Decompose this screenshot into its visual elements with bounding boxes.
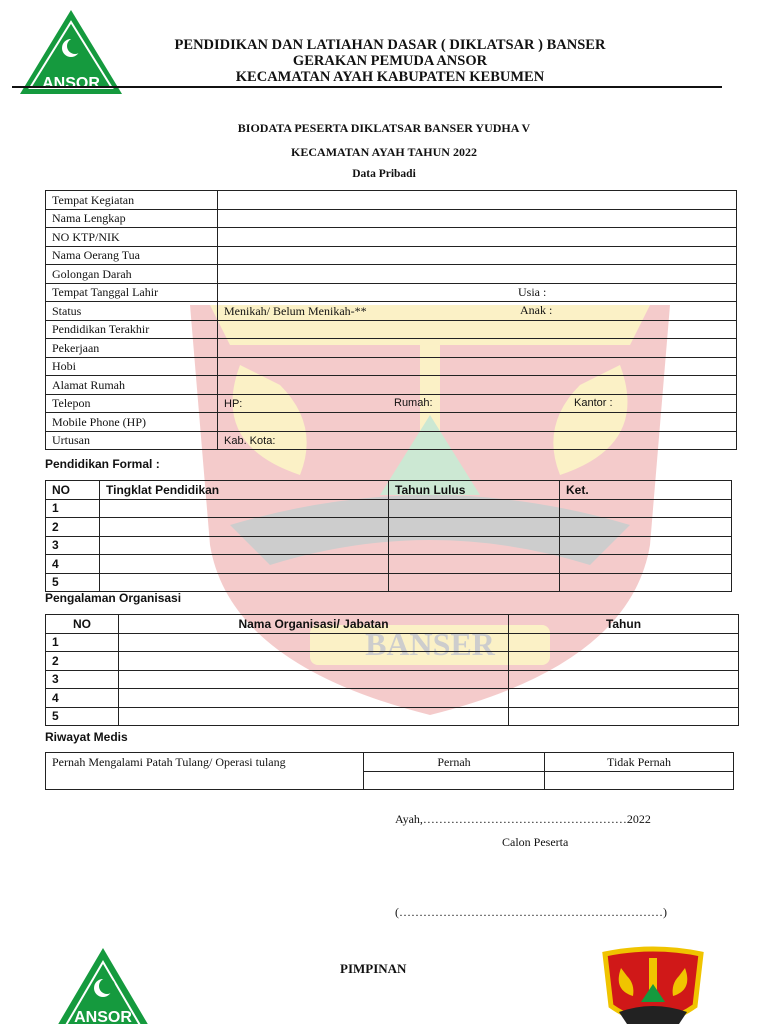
personal-value[interactable] bbox=[218, 302, 737, 321]
section-data-pribadi: Data Pribadi bbox=[352, 168, 416, 180]
medical-option-yes: Pernah bbox=[364, 753, 545, 772]
organization-cell[interactable] bbox=[119, 707, 509, 726]
education-row bbox=[46, 499, 732, 518]
personal-label: Pekerjaan bbox=[46, 339, 218, 358]
signature-name-line: (…………………………………………………………) bbox=[395, 905, 667, 919]
personal-label: Alamat Rumah bbox=[46, 376, 218, 395]
organization-table bbox=[45, 614, 739, 726]
education-row-number: 1 bbox=[46, 499, 100, 518]
personal-row bbox=[46, 246, 737, 265]
medical-answer-yes[interactable] bbox=[364, 771, 545, 790]
organization-row-number: 2 bbox=[46, 652, 119, 671]
personal-label: Nama Lengkap bbox=[46, 209, 218, 228]
organization-row bbox=[46, 633, 739, 652]
organization-row-number: 3 bbox=[46, 670, 119, 689]
organization-row bbox=[46, 652, 739, 671]
doc-title: BIODATA PESERTA DIKLATSAR BANSER YUDHA V bbox=[237, 121, 531, 135]
organization-cell[interactable] bbox=[119, 652, 509, 671]
education-table bbox=[45, 480, 732, 592]
personal-row bbox=[46, 320, 737, 339]
education-cell[interactable] bbox=[100, 518, 389, 537]
personal-value-text: HP: bbox=[224, 397, 243, 410]
organization-cell[interactable] bbox=[509, 652, 739, 671]
education-cell[interactable] bbox=[560, 499, 732, 518]
personal-data-table bbox=[45, 190, 737, 450]
personal-row bbox=[46, 339, 737, 358]
personal-value[interactable] bbox=[218, 320, 737, 339]
organization-cell[interactable] bbox=[509, 689, 739, 708]
education-row bbox=[46, 536, 732, 555]
organization-cell[interactable] bbox=[509, 670, 739, 689]
education-cell[interactable] bbox=[389, 573, 560, 592]
personal-row bbox=[46, 431, 737, 450]
personal-label: Tempat Kegiatan bbox=[46, 191, 218, 210]
medical-answer-no[interactable] bbox=[545, 771, 734, 790]
personal-label: NO KTP/NIK bbox=[46, 228, 218, 247]
personal-label: Hobi bbox=[46, 357, 218, 376]
personal-value[interactable] bbox=[218, 265, 737, 284]
header-rule bbox=[12, 86, 722, 88]
personal-value[interactable] bbox=[218, 413, 737, 432]
signature-role: Calon Peserta bbox=[502, 835, 569, 849]
personal-label: Nama Oerang Tua bbox=[46, 246, 218, 265]
personal-row bbox=[46, 302, 737, 321]
education-cell[interactable] bbox=[560, 536, 732, 555]
edu-col-level: Tingklat Pendidikan bbox=[100, 481, 389, 500]
banser-badge bbox=[597, 946, 709, 1024]
education-row-number: 4 bbox=[46, 555, 100, 574]
personal-extra-1: Usia : bbox=[518, 284, 547, 299]
organization-heading: Pengalaman Organisasi bbox=[45, 591, 182, 605]
personal-value[interactable] bbox=[218, 376, 737, 395]
education-cell[interactable] bbox=[100, 499, 389, 518]
header-line1: PENDIDIKAN DAN LATIAHAN DASAR ( DIKLATSAR ) BANSER bbox=[174, 37, 606, 53]
education-cell[interactable] bbox=[100, 555, 389, 574]
education-cell[interactable] bbox=[560, 573, 732, 592]
personal-value[interactable] bbox=[218, 357, 737, 376]
personal-value[interactable] bbox=[218, 191, 737, 210]
personal-label: Status bbox=[46, 302, 218, 321]
personal-value-text: Kab. Kota: bbox=[224, 434, 276, 447]
education-row-number: 3 bbox=[46, 536, 100, 555]
leader-title: PIMPINAN bbox=[340, 961, 407, 976]
personal-value[interactable] bbox=[218, 228, 737, 247]
personal-row bbox=[46, 376, 737, 395]
personal-row bbox=[46, 228, 737, 247]
organization-cell[interactable] bbox=[509, 633, 739, 652]
organization-row-number: 4 bbox=[46, 689, 119, 708]
medical-table bbox=[45, 752, 734, 790]
personal-extra-1: Rumah: bbox=[394, 396, 433, 409]
organization-row bbox=[46, 707, 739, 726]
organization-row-number: 1 bbox=[46, 633, 119, 652]
personal-label: Telepon bbox=[46, 394, 218, 413]
ansor-logo-bottom bbox=[48, 946, 158, 1024]
education-row bbox=[46, 573, 732, 592]
personal-row bbox=[46, 209, 737, 228]
personal-row bbox=[46, 191, 737, 210]
logo-bottom-text: ANSOR bbox=[74, 1009, 132, 1024]
signature-place-date: Ayah,……………………………………………2022 bbox=[395, 812, 651, 826]
education-row-number: 5 bbox=[46, 573, 100, 592]
organization-header-row bbox=[46, 615, 739, 634]
personal-value[interactable] bbox=[218, 209, 737, 228]
education-row bbox=[46, 555, 732, 574]
header-line3: KECAMATAN AYAH KABUPATEN KEBUMEN bbox=[235, 69, 545, 85]
education-row-number: 2 bbox=[46, 518, 100, 537]
personal-label: Tempat Tanggal Lahir bbox=[46, 283, 218, 302]
education-cell[interactable] bbox=[389, 499, 560, 518]
personal-value[interactable] bbox=[218, 246, 737, 265]
logo-text: ANSOR bbox=[42, 75, 100, 92]
personal-extra-1: Anak : bbox=[520, 303, 553, 317]
personal-value[interactable] bbox=[218, 283, 737, 302]
education-cell[interactable] bbox=[389, 518, 560, 537]
doc-subtitle: KECAMATAN AYAH TAHUN 2022 bbox=[291, 145, 477, 159]
edu-col-no: NO bbox=[46, 481, 100, 500]
organization-row-number: 5 bbox=[46, 707, 119, 726]
org-col-year: Tahun bbox=[509, 615, 739, 634]
personal-label: Pendidikan Terakhir bbox=[46, 320, 218, 339]
medical-option-no: Tidak Pernah bbox=[545, 753, 734, 772]
personal-value[interactable] bbox=[218, 394, 737, 413]
personal-label: Urtusan bbox=[46, 431, 218, 450]
personal-extra-2: Kantor : bbox=[574, 396, 613, 409]
personal-value[interactable] bbox=[218, 431, 737, 450]
personal-label: Golongan Darah bbox=[46, 265, 218, 284]
organization-cell[interactable] bbox=[119, 670, 509, 689]
medical-row bbox=[46, 753, 734, 772]
organization-cell[interactable] bbox=[509, 707, 739, 726]
personal-row bbox=[46, 265, 737, 284]
education-header-row bbox=[46, 481, 732, 500]
personal-label: Mobile Phone (HP) bbox=[46, 413, 218, 432]
education-heading: Pendidikan Formal : bbox=[45, 457, 160, 471]
edu-col-year: Tahun Lulus bbox=[389, 481, 560, 500]
organization-row bbox=[46, 670, 739, 689]
education-cell[interactable] bbox=[100, 573, 389, 592]
watermark-text: BANSER bbox=[365, 626, 495, 662]
personal-value-text: Menikah/ Belum Menikah-** bbox=[224, 303, 367, 318]
personal-row bbox=[46, 413, 737, 432]
organization-row bbox=[46, 689, 739, 708]
education-row bbox=[46, 518, 732, 537]
personal-row bbox=[46, 283, 737, 302]
medical-question: Pernah Mengalami Patah Tulang/ Operasi tulang bbox=[46, 753, 364, 790]
medical-heading: Riwayat Medis bbox=[45, 730, 128, 744]
personal-value[interactable] bbox=[218, 339, 737, 358]
org-col-name: Nama Organisasi/ Jabatan bbox=[119, 615, 509, 634]
edu-col-note: Ket. bbox=[560, 481, 732, 500]
education-cell[interactable] bbox=[560, 518, 732, 537]
header-line2: GERAKAN PEMUDA ANSOR bbox=[292, 53, 488, 69]
personal-row bbox=[46, 357, 737, 376]
education-cell[interactable] bbox=[389, 555, 560, 574]
education-cell[interactable] bbox=[560, 555, 732, 574]
personal-row bbox=[46, 394, 737, 413]
organization-cell[interactable] bbox=[119, 689, 509, 708]
education-cell[interactable] bbox=[100, 536, 389, 555]
organization-cell[interactable] bbox=[119, 633, 509, 652]
org-col-no: NO bbox=[46, 615, 119, 634]
education-cell[interactable] bbox=[389, 536, 560, 555]
